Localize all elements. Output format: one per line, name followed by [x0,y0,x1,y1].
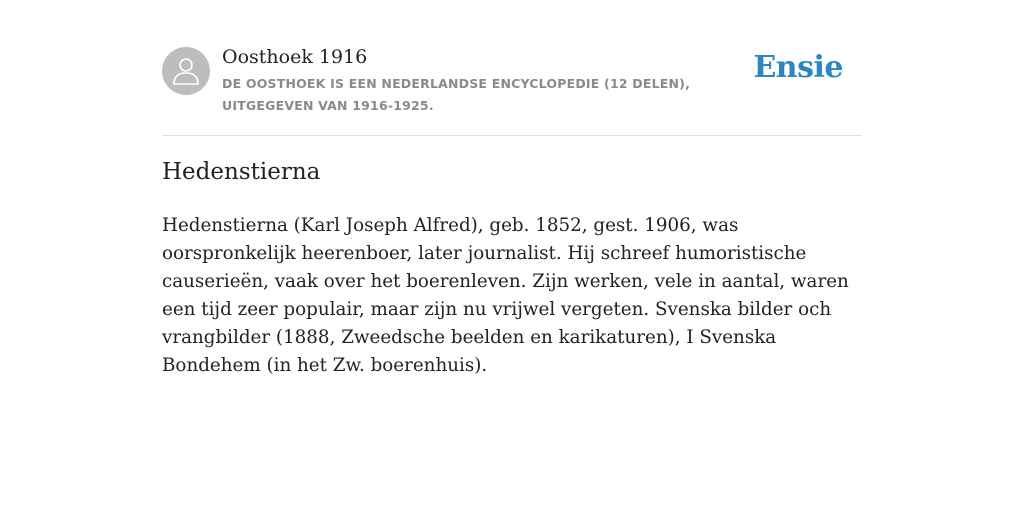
entry-body: Hedenstierna (Karl Joseph Alfred), geb. 1852, gest. 1906, was oorspronkelijk heerenboer, later journalist. Hij schreef humoristische causerieën, vaak over het boerenleven. Zijn werken, vele in aantal, waren een tijd zeer populair, maar zijn nu vrijwel vergeten. Svenska bilder och vrangbilder (1888, Zweedsche beelden en karikaturen), I Svenska Bondehem (in het Zw. boerenhuis). [162,215,849,376]
avatar[interactable] [162,47,210,95]
source-name[interactable]: Oosthoek 1916 [222,46,368,68]
ensie-logo[interactable]: Ensie [753,50,843,85]
user-silhouette-icon [172,56,200,86]
source-description: DE OOSTHOEK IS EEN NEDERLANDSE ENCYCLOPEDIE (12 DELEN), UITGEGEVEN VAN 1916-1925. [222,76,691,113]
entry-title: Hedenstierna [162,159,321,185]
source-header [162,44,862,136]
